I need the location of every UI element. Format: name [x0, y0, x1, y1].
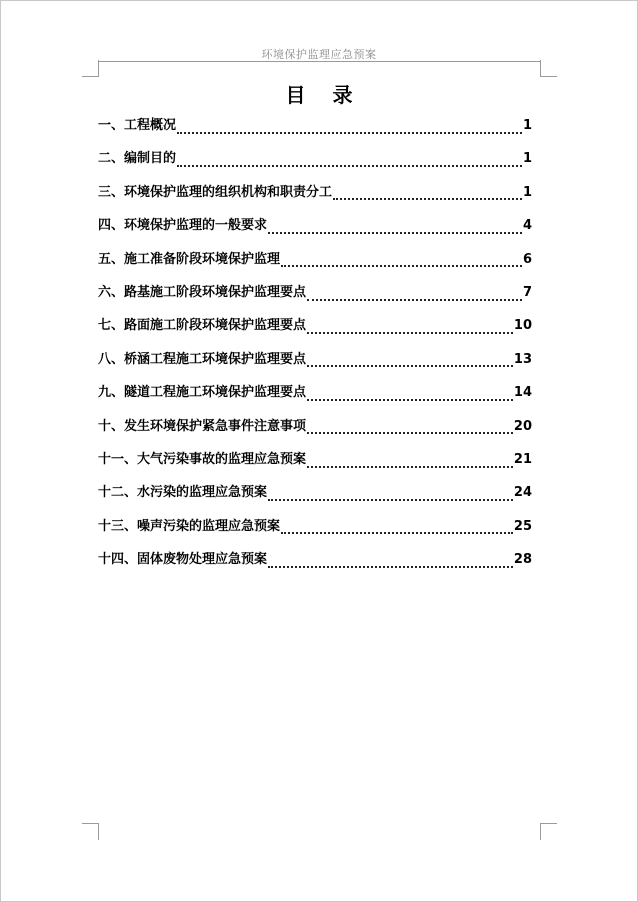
toc-entry-page: 28 [513, 552, 532, 568]
toc-entry-page: 4 [522, 218, 532, 234]
toc-entry[interactable] [98, 548, 532, 581]
toc-entry[interactable] [98, 114, 532, 147]
toc-entry-page: 25 [513, 518, 532, 534]
toc-entry-label: 四、环境保护监理的一般要求 [98, 218, 268, 234]
header-rule [98, 61, 540, 62]
toc-entry-page: 13 [513, 351, 532, 367]
toc-entry-label: 二、编制目的 [98, 151, 177, 167]
toc-entry[interactable] [98, 381, 532, 414]
toc-entry-label: 十四、固体废物处理应急预案 [98, 552, 268, 568]
toc-dot-leader [307, 432, 513, 434]
top-left-crop-mark [82, 60, 99, 77]
top-right-crop-mark [540, 60, 557, 77]
toc-entry[interactable] [98, 314, 532, 347]
toc-dot-leader [307, 365, 513, 367]
page-header-text: 环境保护监理应急预案 [261, 48, 377, 61]
toc-entry-label: 八、桥涵工程施工环境保护监理要点 [98, 351, 307, 367]
toc-entry-page: 10 [513, 318, 532, 334]
toc-entry-label: 十三、噪声污染的监理应急预案 [98, 518, 281, 534]
toc-entry[interactable] [98, 415, 532, 448]
bottom-left-crop-mark [82, 823, 99, 840]
toc-entry[interactable] [98, 348, 532, 381]
toc-entry[interactable] [98, 515, 532, 548]
toc-dot-leader [281, 265, 522, 267]
toc-entry[interactable] [98, 214, 532, 247]
toc-dot-leader [177, 165, 522, 167]
toc-entry-label: 三、环境保护监理的组织机构和职责分工 [98, 184, 333, 200]
toc-dot-leader [307, 299, 522, 301]
toc-entry-page: 6 [522, 251, 532, 267]
toc-entry-label: 十二、水污染的监理应急预案 [98, 485, 268, 501]
toc-dot-leader [268, 566, 513, 568]
toc-entry-page: 1 [522, 184, 532, 200]
toc-dot-leader [307, 399, 513, 401]
toc-entry-label: 七、路面施工阶段环境保护监理要点 [98, 318, 307, 334]
toc-list [98, 114, 532, 581]
toc-title: 目 录 [285, 83, 363, 107]
toc-dot-leader [268, 499, 513, 501]
toc-entry-page: 1 [522, 118, 532, 133]
toc-entry-page: 14 [513, 385, 532, 401]
toc-dot-leader [307, 466, 513, 468]
toc-entry[interactable] [98, 181, 532, 214]
toc-entry-label: 一、工程概况 [98, 118, 177, 133]
toc-dot-leader [333, 198, 522, 200]
bottom-right-crop-mark [540, 823, 557, 840]
toc-entry-page: 20 [513, 418, 532, 434]
toc-dot-leader [307, 332, 513, 334]
toc-entry[interactable] [98, 147, 532, 180]
toc-dot-leader [281, 532, 513, 534]
toc-entry-label: 六、路基施工阶段环境保护监理要点 [98, 284, 307, 300]
toc-dot-leader [268, 232, 522, 234]
toc-entry-page: 7 [522, 284, 532, 300]
toc-entry-label: 十、发生环境保护紧急事件注意事项 [98, 418, 307, 434]
toc-entry-page: 21 [513, 451, 532, 467]
toc-entry-label: 五、施工准备阶段环境保护监理 [98, 251, 281, 267]
toc-entry-page: 24 [513, 485, 532, 501]
toc-entry[interactable] [98, 248, 532, 281]
toc-entry[interactable] [98, 481, 532, 514]
toc-entry[interactable] [98, 448, 532, 481]
toc-dot-leader [177, 132, 522, 134]
toc-entry-page: 1 [522, 151, 532, 167]
toc-entry-label: 九、隧道工程施工环境保护监理要点 [98, 385, 307, 401]
toc-entry[interactable] [98, 281, 532, 314]
toc-entry-label: 十一、大气污染事故的监理应急预案 [98, 451, 307, 467]
